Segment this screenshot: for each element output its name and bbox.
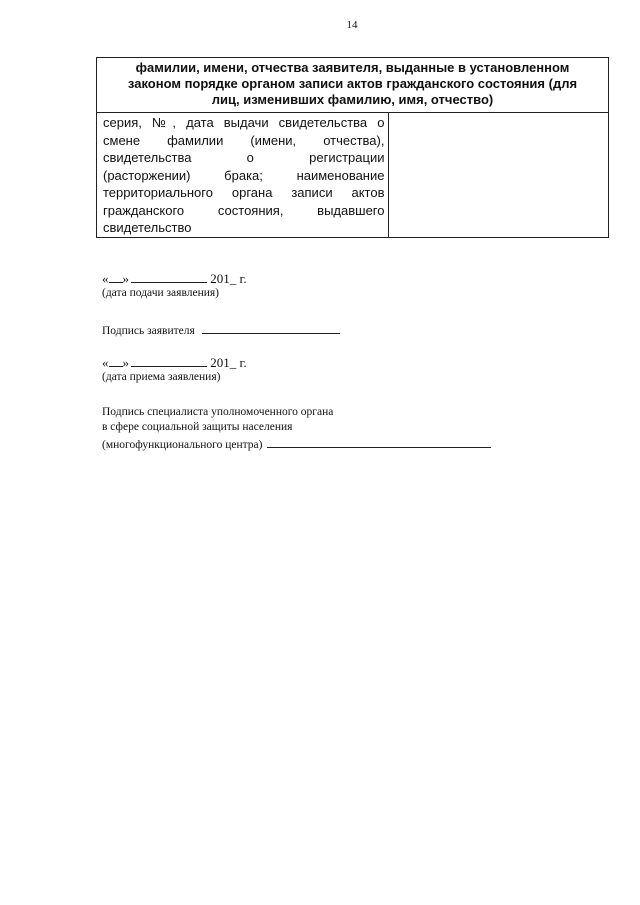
details-line-3: свидетельства о регистрации xyxy=(103,150,385,165)
document-details-label-cell xyxy=(97,113,389,238)
acceptance-open-quote: « xyxy=(102,355,109,370)
header-line-2: законом порядке органом записи актов гражданского состояния (для xyxy=(127,76,578,91)
table-header-row xyxy=(97,58,609,113)
applicant-signature-block xyxy=(102,321,340,339)
table-row xyxy=(97,113,609,238)
submission-close-quote: » xyxy=(122,271,129,286)
table-header-cell xyxy=(97,58,609,113)
specialist-signature-line-2: в сфере социальной защиты населения xyxy=(102,421,293,433)
applicant-signature-label: Подпись заявителя xyxy=(102,325,195,337)
acceptance-date-line xyxy=(102,354,247,370)
header-line-1: фамилии, имени, отчества заявителя, выданные в установленном xyxy=(135,60,570,75)
submission-open-quote: « xyxy=(102,271,109,286)
specialist-signature-line-3 xyxy=(102,435,491,453)
specialist-signature-line-1: Подпись специалиста уполномоченного органа xyxy=(102,406,334,418)
page-number: 14 xyxy=(346,19,358,31)
details-line-7: свидетельство xyxy=(103,220,192,235)
acceptance-month-field[interactable] xyxy=(131,354,207,367)
document-details-value-cell[interactable] xyxy=(389,113,609,238)
submission-month-field[interactable] xyxy=(131,270,207,283)
submission-date-line xyxy=(102,270,247,286)
submission-date-block xyxy=(102,270,247,301)
details-line-5: территориального органа записи актов xyxy=(103,185,385,200)
details-line-2: смене фамилии (имени, отчества), xyxy=(103,132,385,148)
acceptance-day-field[interactable] xyxy=(109,354,123,367)
specialist-signature-field[interactable] xyxy=(267,435,491,448)
acceptance-date-block xyxy=(102,354,247,385)
acceptance-close-quote: » xyxy=(122,355,129,370)
submission-day-field[interactable] xyxy=(109,270,123,283)
details-line-6: гражданского состояния, выдавшего xyxy=(103,202,385,218)
applicant-signature-field[interactable] xyxy=(202,321,340,334)
form-table xyxy=(96,57,609,238)
acceptance-date-caption: (дата приема заявления) xyxy=(102,371,221,383)
acceptance-year: 201_ г. xyxy=(210,355,247,370)
submission-year: 201_ г. xyxy=(210,271,247,286)
header-line-3: лиц, изменивших фамилию, имя, отчество) xyxy=(211,92,494,107)
submission-date-caption: (дата подачи заявления) xyxy=(102,287,219,299)
details-line-1: серия, №, дата выдачи свидетельства о xyxy=(103,115,385,130)
specialist-signature-label: (многофункционального центра) xyxy=(102,439,263,451)
specialist-signature-block xyxy=(102,405,491,453)
details-line-4: (расторжении) брака; наименование xyxy=(103,167,385,183)
